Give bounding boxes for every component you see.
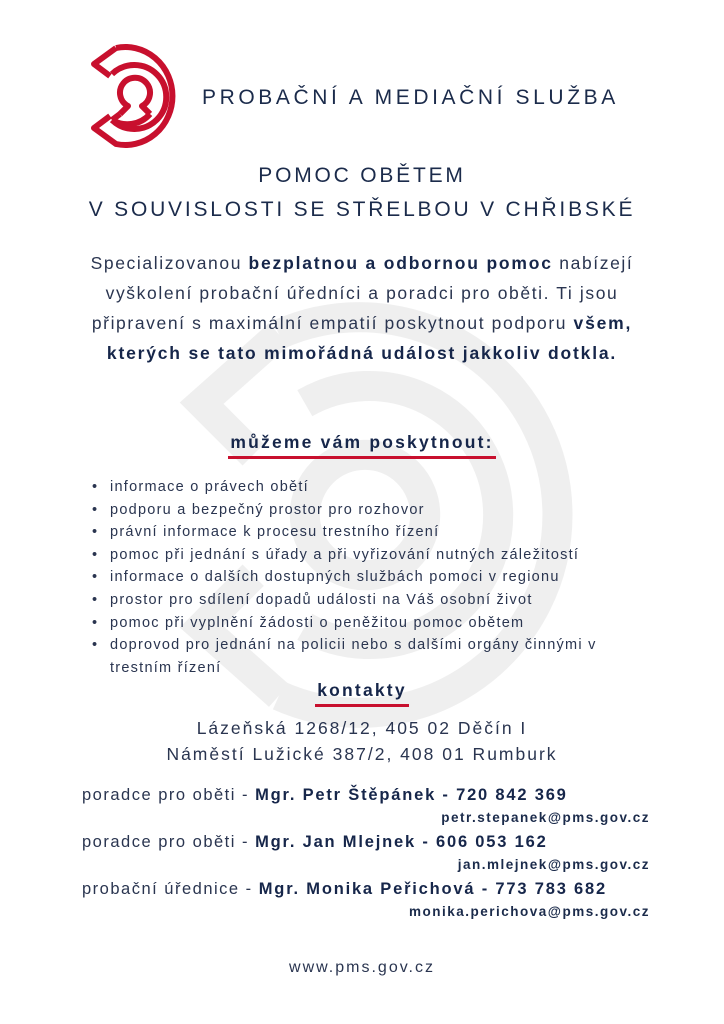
intro-text-2: nabízejí vyškolení probační úředníci a poradci pro oběti. Ti jsou připravení s maximální empatií poskytnout podporu xyxy=(91,253,634,333)
organization-name: PROBAČNÍ A MEDIAČNÍ SLUŽBA xyxy=(202,86,619,109)
list-item: • podporu a bezpečný prostor pro rozhovor xyxy=(90,499,640,522)
list-item: • informace o právech obětí xyxy=(90,476,640,499)
contact-email-link[interactable]: petr.stepanek@pms.gov.cz xyxy=(441,810,650,825)
headline-line-1: POMOC OBĚTEM xyxy=(258,164,466,187)
contacts-heading-text: kontakty xyxy=(315,680,409,707)
contact-email-link[interactable]: jan.mlejnek@pms.gov.cz xyxy=(457,857,650,872)
list-item: • pomoc při jednání s úřady a při vyřizování nutných záležitostí xyxy=(90,544,640,567)
intro-bold-1: bezplatnou a odbornou pomoc xyxy=(248,253,553,273)
list-item: • prostor pro sdílení dopadů události na Váš osobní život xyxy=(90,589,640,612)
intro-text-1: Specializovanou xyxy=(90,253,249,273)
contact-name-phone[interactable]: Mgr. Petr Štěpánek - 720 842 369 xyxy=(255,786,568,804)
list-item: • informace o dalších dostupných službách pomoci v regionu xyxy=(90,566,640,589)
list-item: • pomoc při vyplnění žádosti o peněžitou pomoc obětem xyxy=(90,612,640,635)
pms-logo-icon xyxy=(82,42,184,150)
address-rumburk: Náměstí Lužické 387/2, 408 01 Rumburk xyxy=(166,744,558,764)
contact-email-link[interactable]: monika.perichova@pms.gov.cz xyxy=(409,904,650,919)
list-item: • doprovod pro jednání na policii nebo s dalšími orgány činnými v trestním řízení xyxy=(90,634,640,679)
list-item: • právní informace k procesu trestního řízení xyxy=(90,521,640,544)
intro-bold-2: všem, kterých se tato mimořádná událost jakkoliv dotkla. xyxy=(106,313,633,363)
contact-role: poradce pro oběti - xyxy=(82,786,256,804)
contact-name-phone[interactable]: Mgr. Jan Mlejnek - 606 053 162 xyxy=(255,833,548,851)
services-list xyxy=(90,476,640,679)
contact-person xyxy=(82,833,548,852)
website-link[interactable]: www.pms.gov.cz xyxy=(289,959,435,976)
headline-line-2: V SOUVISLOSTI SE STŘELBOU V CHŘIBSKÉ xyxy=(88,198,636,221)
services-heading xyxy=(0,432,724,459)
contact-role: poradce pro oběti - xyxy=(82,833,256,851)
contacts-heading xyxy=(0,680,724,707)
contact-name-phone[interactable]: Mgr. Monika Peřichová - 773 783 682 xyxy=(258,880,607,898)
contact-person xyxy=(82,880,607,899)
contact-person xyxy=(82,786,568,805)
services-heading-text: můžeme vám poskytnout: xyxy=(228,432,495,459)
address-decin: Lázeňská 1268/12, 405 02 Děčín I xyxy=(196,718,528,738)
intro-paragraph xyxy=(60,248,664,368)
contact-role: probační úřednice - xyxy=(82,880,259,898)
